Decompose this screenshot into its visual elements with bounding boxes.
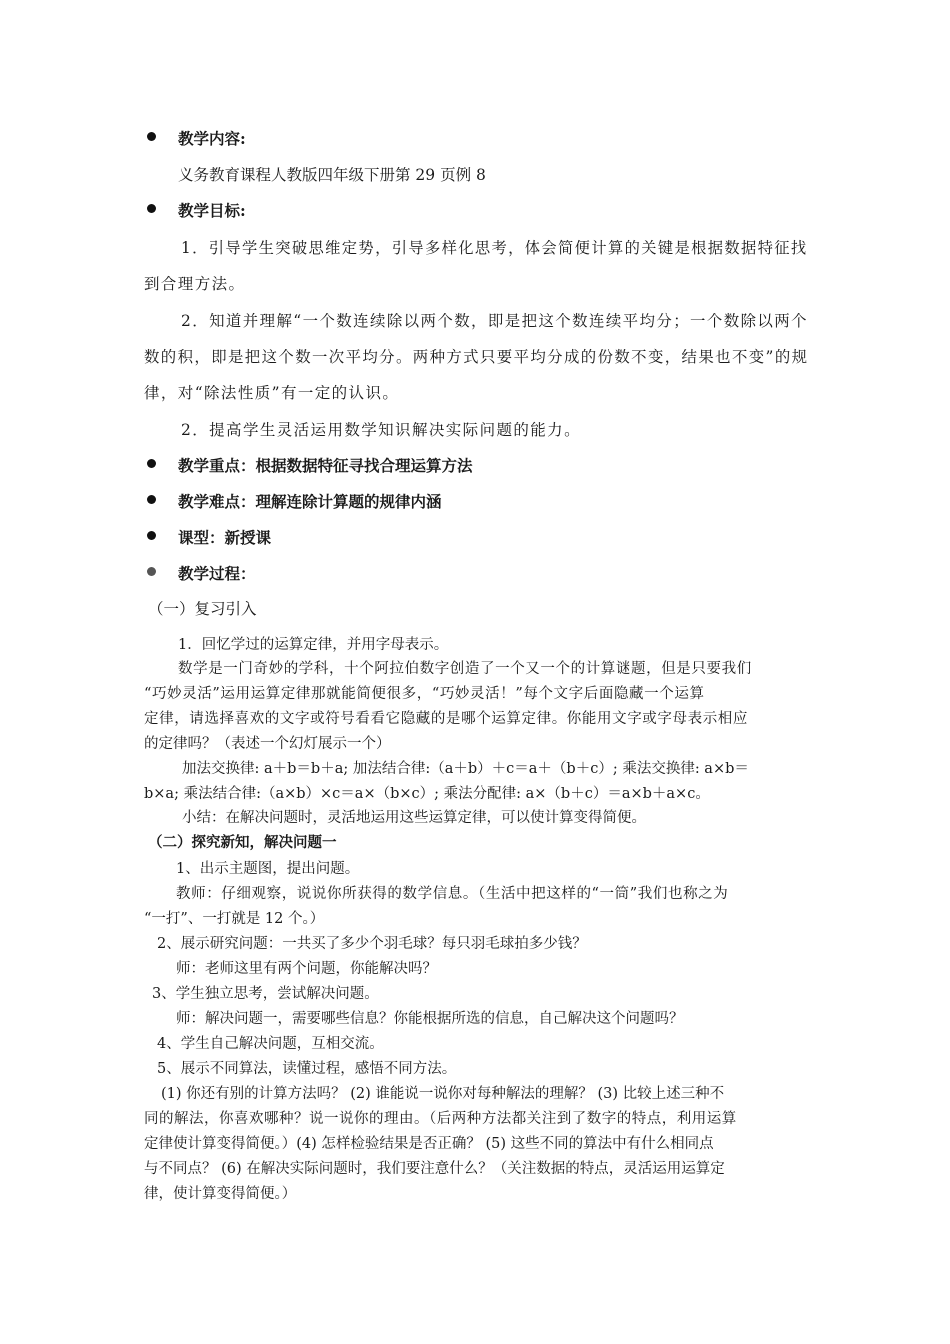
heading-difficult-point: 教学难点：理解连除计算题的规律内涵	[178, 492, 442, 511]
section-2-line-8: 4、学生自己解决问题，互相交流。	[157, 1036, 384, 1052]
section-1-line-8: 小结：在解决问题时，灵活地运用这些运算定律，可以使计算变得简便。	[182, 810, 646, 826]
heading-goals: 教学目标:	[178, 201, 246, 220]
heading-content: 教学内容:	[178, 129, 246, 148]
section-1-line-2: 数学是一门奇妙的学科，十个阿拉伯数字创造了一个又一个的计算谜题，但是只要我们	[178, 661, 752, 677]
section-2-line-11: 同的解法，你喜欢哪种？说一说你的理由。（后两种方法都关注到了数字的特点，利用运算	[144, 1111, 737, 1127]
heading-lesson-type: 课型：新授课	[178, 528, 272, 547]
section-2-line-2: 教师：仔细观察，说说你所获得的数学信息。（生活中把这样的“一筒”我们也称之为	[176, 886, 729, 902]
bullet-icon	[147, 132, 156, 141]
goal-1-line-2: 到合理方法。	[144, 275, 246, 293]
section-1-title: （一）复习引入	[148, 600, 257, 618]
goal-2-line-1: 2．知道并理解“一个数连续除以两个数，即是把这个数连续平均分；一个数除以两个	[181, 312, 808, 330]
section-1-line-6: 加法交换律: a＋b＝b＋a; 加法结合律:（a＋b）＋c＝a＋（b＋c）; 乘法交换律: a×b＝	[182, 761, 749, 777]
section-2-line-5: 师：老师这里有两个问题，你能解决吗？	[176, 961, 437, 977]
bullet-icon	[147, 531, 156, 540]
section-2-line-12: 定律使计算变得简便。）(4) 怎样检验结果是否正确？ (5) 这些不同的算法中有什么相同点	[144, 1136, 714, 1152]
section-2-line-14: 律，使计算变得简便。）	[144, 1186, 297, 1202]
bullet-icon	[147, 495, 156, 504]
section-1-line-7: b×a; 乘法结合律:（a×b）×c＝a×（b×c）; 乘法分配律: a×（b＋c）＝a×b＋a×c。	[144, 786, 710, 802]
bullet-icon	[147, 459, 156, 468]
section-1-line-3: “巧妙灵活”运用运算定律那就能简便很多，“巧妙灵活！”每个文字后面隐藏一个运算	[144, 686, 705, 702]
section-2-line-13: 与不同点？ (6) 在解决实际问题时，我们要注意什么？（关注数据的特点，灵活运用运算定	[144, 1161, 725, 1177]
section-1-line-4: 定律，请选择喜欢的文字或符号看看它隐藏的是哪个运算定律。你能用文字或字母表示相应	[144, 711, 748, 727]
section-1-line-1: 1．回忆学过的运算定律，并用字母表示。	[178, 637, 449, 653]
section-2-line-7: 师：解决问题一，需要哪些信息？你能根据所选的信息，自己解决这个问题吗？	[176, 1011, 684, 1027]
section-2-line-6: 3、学生独立思考，尝试解决问题。	[152, 986, 379, 1002]
section-1-line-5: 的定律吗？（表述一个幻灯展示一个）	[144, 736, 391, 752]
goal-3: 2．提高学生灵活运用数学知识解决实际问题的能力。	[181, 421, 581, 439]
section-2-title: （二）探究新知，解决问题一	[148, 834, 337, 851]
goal-2-line-3: 律，对“除法性质”有一定的认识。	[144, 384, 400, 402]
section-2-line-3: “一打”、一打就是 12 个。）	[144, 911, 325, 927]
section-2-line-10: (1) 你还有别的计算方法吗？ (2) 谁能说一说你对每种解法的理解？ (3) 比较上述三种不	[161, 1086, 725, 1102]
bullet-icon	[147, 567, 156, 576]
section-2-line-4: 2、展示研究问题：一共买了多少个羽毛球？每只羽毛球拍多少钱？	[157, 936, 587, 952]
content-line: 义务教育课程人教版四年级下册第 29 页例 8	[178, 166, 486, 184]
goal-1-line-1: 1．引导学生突破思维定势，引导多样化思考，体会简便计算的关键是根据数据特征找	[181, 239, 808, 257]
goal-2-line-2: 数的积，即是把这个数一次平均分。两种方式只要平均分成的份数不变，结果也不变”的规	[144, 348, 809, 366]
heading-process: 教学过程：	[178, 564, 256, 583]
heading-key-point: 教学重点：根据数据特征寻找合理运算方法	[178, 456, 473, 475]
bullet-icon	[147, 204, 156, 213]
section-2-line-9: 5、展示不同算法，读懂过程，感悟不同方法。	[157, 1061, 457, 1077]
section-2-line-1: 1、出示主题图，提出问题。	[176, 861, 360, 877]
